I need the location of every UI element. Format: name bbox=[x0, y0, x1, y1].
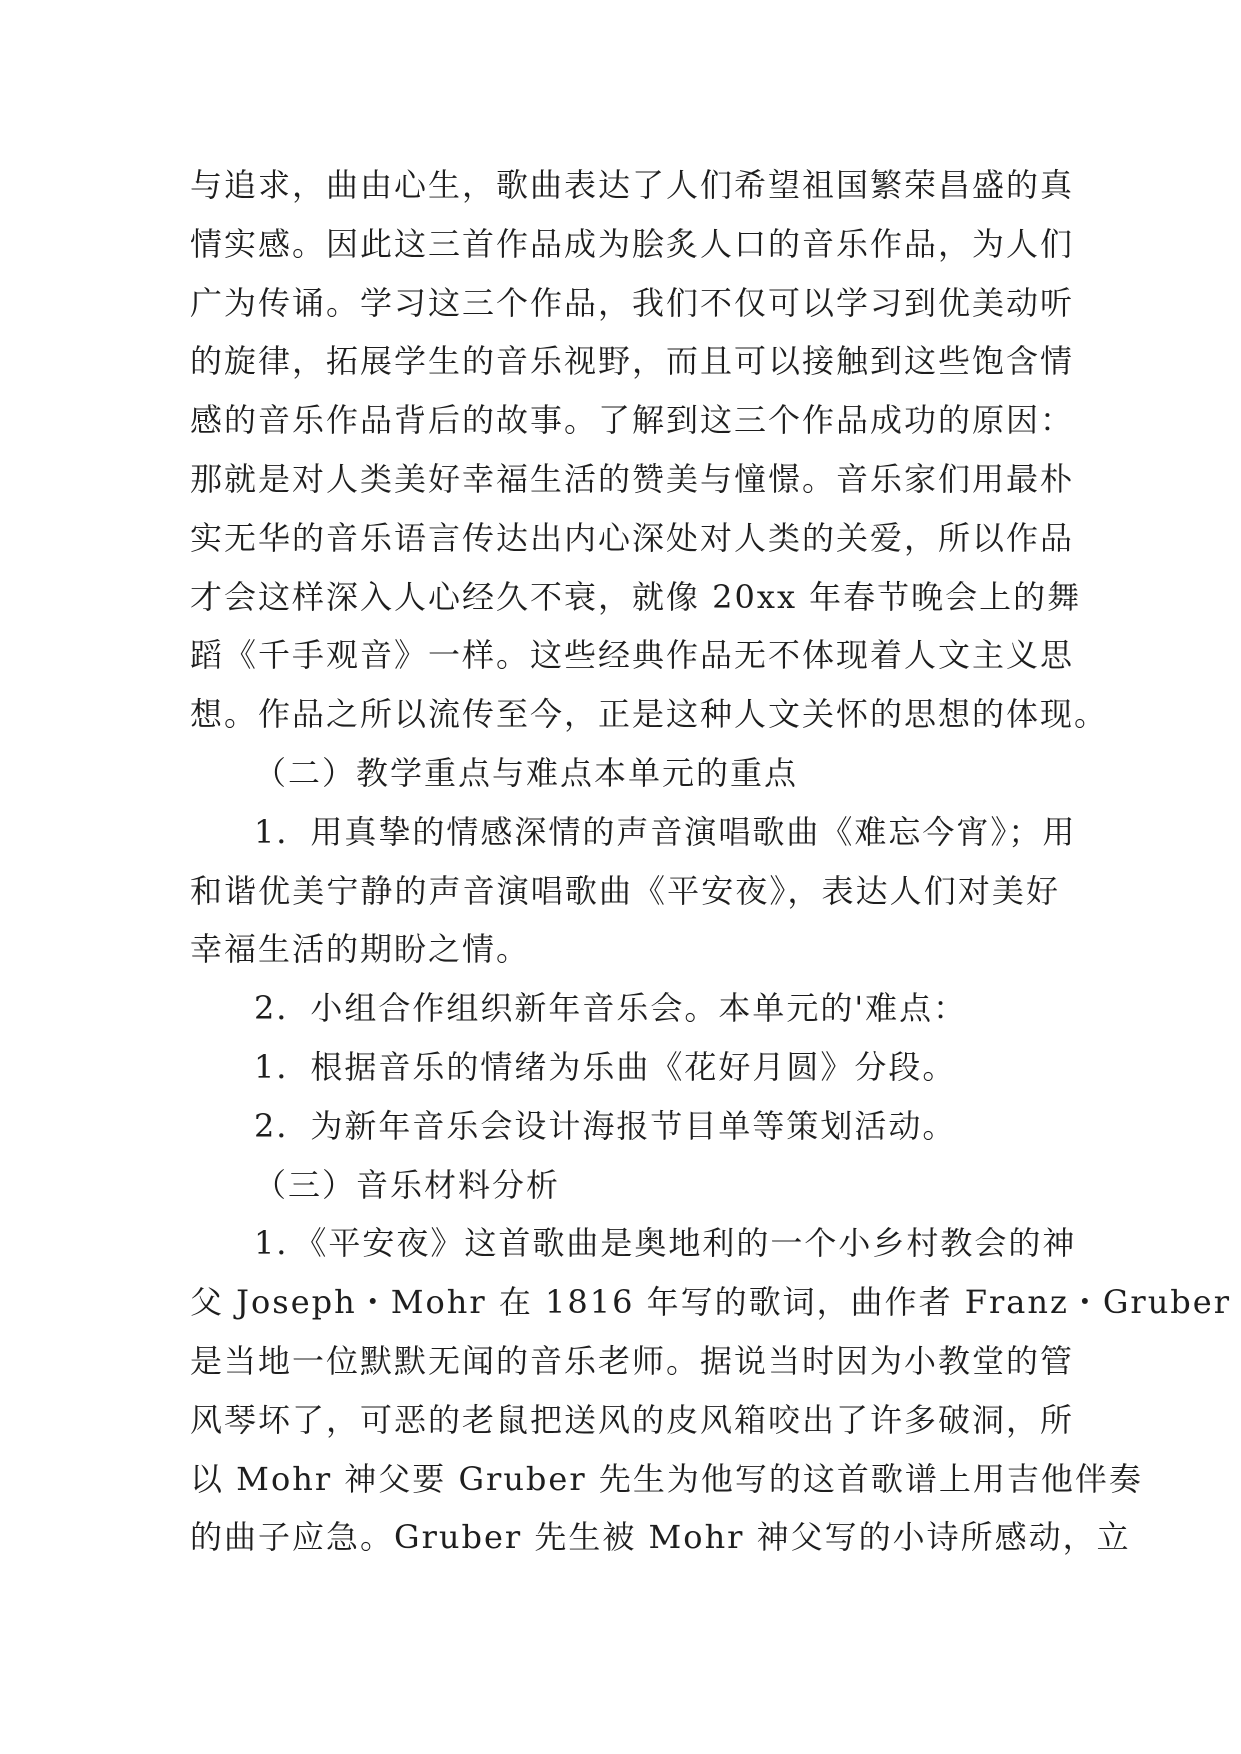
text-line: 1．用真挚的情感深情的声音演唱歌曲《难忘今宵》；用 bbox=[254, 812, 1077, 851]
text-line: 2．小组合作组织新年音乐会。本单元的'难点： bbox=[254, 989, 968, 1028]
text-line: 2．为新年音乐会设计海报节目单等策划活动。 bbox=[254, 1106, 957, 1145]
text-line: 与追求，曲由心生，歌曲表达了人们希望祖国繁荣昌盛的真 bbox=[190, 166, 1075, 204]
text-line: 1．《平安夜》这首歌曲是奥地利的一个小乡村教会的神 bbox=[254, 1224, 1077, 1263]
body-text bbox=[190, 156, 1232, 1567]
text-line: 想。作品之所以流传至今，正是这种人文关怀的思想的体现。 bbox=[190, 695, 1109, 734]
text-line: 父 Joseph・Mohr 在 1816 年写的歌词，曲作者 Franz・Gruber bbox=[190, 1283, 1232, 1322]
text-line: 情实感。因此这三首作品成为脍炙人口的音乐作品，为人们 bbox=[190, 224, 1075, 263]
text-line: 实无华的音乐语言传达出内心深处对人类的关爱，所以作品 bbox=[190, 518, 1075, 557]
text-line: 和谐优美宁静的声音演唱歌曲《平安夜》，表达人们对美好 bbox=[190, 871, 1060, 910]
text-line: 幸福生活的期盼之情。 bbox=[190, 930, 531, 969]
text-line: 感的音乐作品背后的故事。了解到这三个作品成功的原因： bbox=[190, 401, 1075, 440]
text-line: 的曲子应急。Gruber 先生被 Mohr 神父写的小诗所感动，立 bbox=[190, 1518, 1131, 1557]
text-line: （三）音乐材料分析 bbox=[254, 1165, 561, 1204]
text-line: （二）教学重点与难点本单元的重点 bbox=[254, 753, 799, 792]
text-line: 的旋律，拓展学生的音乐视野，而且可以接触到这些饱含情 bbox=[190, 342, 1075, 381]
text-line: 那就是对人类美好幸福生活的赞美与憧憬。音乐家们用最朴 bbox=[190, 459, 1075, 498]
text-line: 广为传诵。学习这三个作品，我们不仅可以学习到优美动听 bbox=[190, 283, 1075, 322]
text-line: 蹈《千手观音》一样。这些经典作品无不体现着人文主义思 bbox=[190, 636, 1075, 675]
text-line: 风琴坏了，可恶的老鼠把送风的皮风箱咬出了许多破洞，所 bbox=[190, 1400, 1075, 1439]
text-line: 以 Mohr 神父要 Gruber 先生为他写的这首歌谱上用吉他伴奏 bbox=[190, 1459, 1143, 1498]
text-line: 才会这样深入人心经久不衰，就像 20xx 年春节晚会上的舞 bbox=[190, 577, 1082, 616]
text-line: 1．根据音乐的情绪为乐曲《花好月圆》分段。 bbox=[254, 1047, 957, 1086]
text-line: 是当地一位默默无闻的音乐老师。据说当时因为小教堂的管 bbox=[190, 1341, 1075, 1380]
